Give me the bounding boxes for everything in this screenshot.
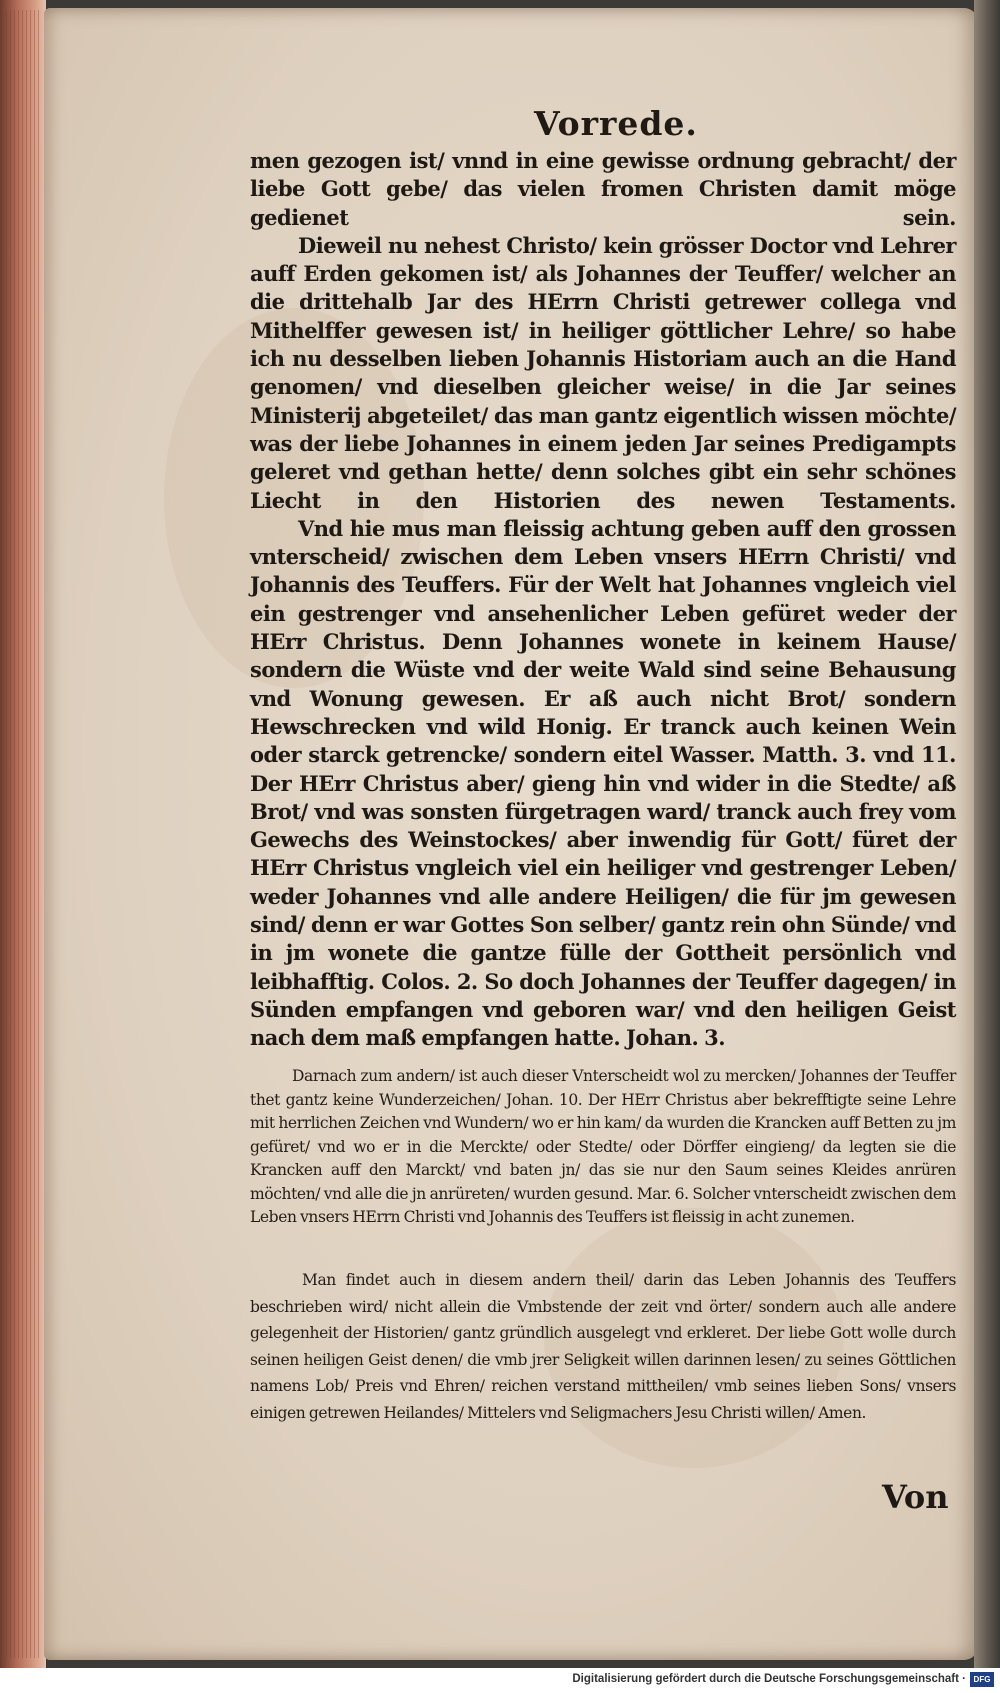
paragraph: Vnd hie mus man fleissig achtung geben auff den grossen vnterscheid/ zwischen dem Leben vnsers HErrn Christi/ vnd Johannis des Teuffers. Für der Welt hat Johannes vngleich viel ein gestrenger vnd ansehenlicher Leben gefüret weder der HErr Christus. Denn Johannes wonete in keinem Hause/ sondern die Wüste vnd der weite Wald sind seine Behausung vnd Wonung gewesen. Er aß auch nicht Brot/ sondern Hewschrecken vnd wild Honig. Er tranck auch keinen Wein oder starck getrencke/ sondern eitel Wasser. Matth. 3. vnd 11. Der HErr Christus aber/ gieng hin vnd wider in die Stedte/ aß Brot/ vnd was sonsten fürgetragen ward/ tranck auch frey vom Gewechs des Weinstockes/ aber inwendig für Gott/ füret der HErr Christus vngleich viel ein heiliger vnd gestrenger Leben/ weder Johannes vnd alle andere Heiligen/ die für jm gewesen sind/ denn er war Gottes Son selber/ gantz rein ohn Sünde/ vnd in jm wonete die gantze fülle der Gottheit persönlich vnd leibhafftig. Colos. 2. So doch Johannes der Teuffer dagegen/ in Sünden empfangen vnd geboren war/ vnd den heiligen Geist nach dem maß empfangen hatte. Johan. 3. <box>250 515 956 1051</box>
small-text-1 <box>250 1065 956 1230</box>
running-head: Vorrede. <box>534 104 698 143</box>
book-edge <box>0 0 46 1668</box>
paragraph: men gezogen ist/ vnnd in eine gewisse ordnung gebracht/ der liebe Gott gebe/ das vielen fromen Christen damit möge gedienet sein. <box>250 148 956 230</box>
binding-shadow <box>974 0 1000 1668</box>
footer <box>0 1668 1000 1693</box>
dfg-logo: DFG <box>970 1672 994 1687</box>
main-text <box>250 147 956 1053</box>
small-paragraph: Darnach zum andern/ ist auch dieser Vnterscheidt wol zu mercken/ Johannes der Teuffer thet gantz keine Wunderzeichen/ Johan. 10. Der HErr Christus aber bekrefftigte seine Lehre mit herrlichen Zeichen vnd Wundern/ wo er hin kam/ da wurden die Krancken auff Betten zu jm gefüret/ vnd wo er in die Merckte/ oder Stedte/ oder Dörffer eingieng/ da legten sie die Krancken auff den Marckt/ vnd baten jn/ das sie nur den Saum seines Kleides anrüren möchten/ vnd alle die jn anrüreten/ wurden gesund. Mar. 6. Solcher vnterscheidt zwischen dem Leben vnsers HErrn Christi vnd Johannis des Teuffers ist fleissig in acht zunemen. <box>250 1067 956 1226</box>
small-paragraph: Man findet auch in diesem andern theil/ darin das Leben Johannis des Teuffers beschrieben wird/ nicht allein die Vmbstende der zeit vnd örter/ sondern auch alle andere gelegenheit der Historien/ gantz gründlich ausgelegt vnd erkleret. Der liebe Gott wolle durch seinen heiligen Geist denen/ die vmb jrer Seligkeit willen darinnen lesen/ zu seines Göttlichen namens Lob/ Preis vnd Ehren/ reichen verstand mittheilen/ vmb seines lieben Sons/ vnsers einigen getrewen Heilandes/ Mittelers vnd Seligmachers Jesu Christi willen/ Amen. <box>250 1271 956 1422</box>
paragraph: Dieweil nu nehest Christo/ kein grösser Doctor vnd Lehrer auff Erden gekomen ist/ als Johannes der Teuffer/ welcher an die drittehalb Jar des HErrn Christi getrewer collega vnd Mithelffer gewesen ist/ in heiliger göttlicher Lehre/ so habe ich nu desselben lieben Johannis Historiam auch an die Hand genomen/ vnd dieselben gleicher weise/ in die Jar seines Ministerij abgeteilet/ das man gantz eigentlich wissen möchte/ was der liebe Johannes in einem jeden Jar seines Predigampts geleret vnd gethan hette/ denn solches gibt ein sehr schönes Liecht in den Historien des newen Testaments. <box>250 232 956 513</box>
small-text-2 <box>250 1267 956 1426</box>
footer-credit: Digitalisierung gefördert durch die Deutsche Forschungsgemeinschaft · <box>572 1673 966 1685</box>
catchword: Von <box>882 1478 949 1516</box>
